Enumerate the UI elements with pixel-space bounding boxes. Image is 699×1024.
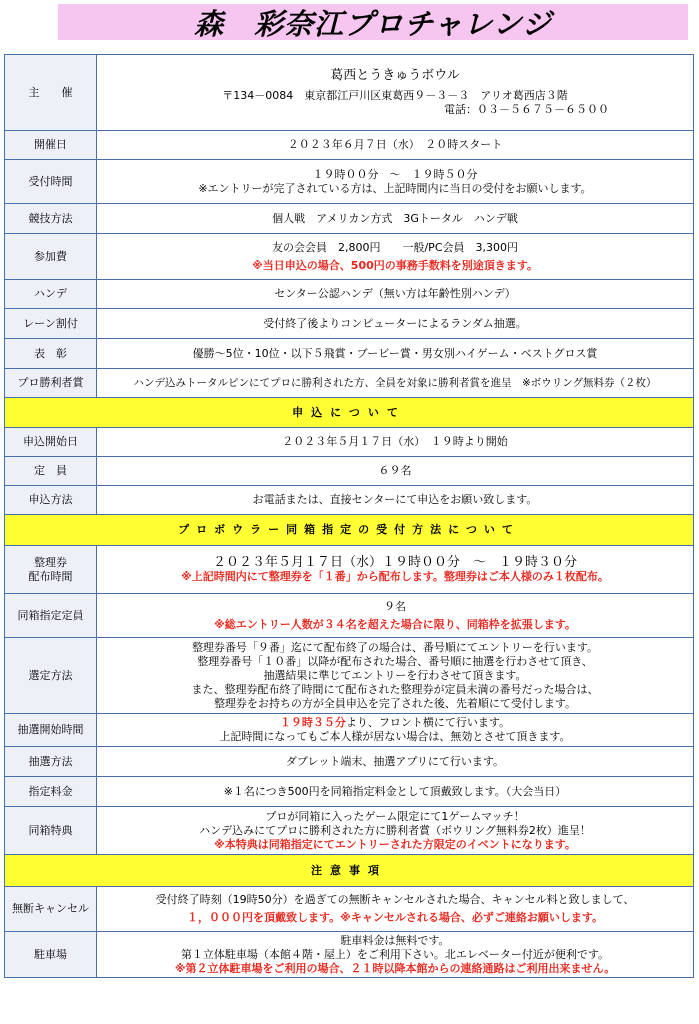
- ticket-label: [5, 546, 97, 594]
- section-apply-title: 申込について: [5, 398, 694, 428]
- ticket-label-line2: 配布時間: [28, 569, 73, 583]
- cancel-cell: [97, 887, 694, 932]
- perk-cell: [97, 807, 694, 855]
- lottery-start-label: 抽選開始時間: [5, 714, 97, 747]
- host-address: 〒134－0084 東京都江戸川区東葛西９－３－３ アリオ葛西店３階: [222, 88, 568, 102]
- section-header-pro: [5, 515, 694, 546]
- parking-line2: 第１立体駐車場（本館４階・屋上）をご利用下さい。北エレベーター付近が便利です。: [180, 947, 610, 961]
- title-banner: [0, 0, 699, 42]
- perk-line2: ハンデ込みにてプロに勝利された方に勝利者賞（ボウリング無料券2枚）進呈！: [199, 823, 591, 837]
- slots-note: ※総エントリー人数が３４名を超えた場合に限り、同箱枠を拡張します。: [214, 617, 576, 631]
- lottery-start-line: [101, 716, 689, 730]
- row-capacity: [5, 457, 694, 486]
- handicap-value: センター公認ハンデ（無い方は年齢性別ハンデ）: [97, 280, 694, 309]
- host-label: 主 催: [5, 55, 97, 131]
- cancel-line1: 受付終了時刻（19時50分）を過ぎての無断キャンセルされた場合、キャンセル料と致しまして、: [155, 893, 635, 906]
- row-format: [5, 204, 694, 234]
- fee-label: 参加費: [5, 234, 97, 280]
- lottery-start-note: 上記時間になってもご本人様が居ない場合は、無効とさせて頂きます。: [219, 730, 571, 743]
- slots-value: ９名: [384, 599, 406, 613]
- designation-fee-value: ※１名につき500円を同箱指定料金として頂戴致します。（大会当日）: [97, 777, 694, 807]
- info-table: [4, 54, 694, 978]
- lottery-start-text: より、フロント横にて行います。: [345, 716, 511, 729]
- row-award: [5, 339, 694, 369]
- selection-line: 整理券番号「９番」迄にて配布終了の場合は、番号順にてエントリーを行います。: [191, 640, 599, 654]
- row-ticket: [5, 546, 694, 594]
- award-label: 表 彰: [5, 339, 97, 369]
- fee-value: 友の会会員 2,800円 一般/PC会員 3,300円: [271, 240, 518, 254]
- row-lottery-method: [5, 747, 694, 777]
- format-value: 個人戦 アメリカン方式 3Gトータル ハンデ戦: [97, 204, 694, 234]
- row-date: [5, 131, 694, 160]
- ticket-cell: [97, 546, 694, 594]
- row-perk: [5, 807, 694, 855]
- lane-label: レーン割付: [5, 309, 97, 339]
- row-parking: [5, 932, 694, 978]
- row-slots: [5, 594, 694, 638]
- selection-line: 抽選結果に準じてエントリーを行わさせて頂きます。: [263, 668, 527, 682]
- date-value: ２０２３年６月７日（水） ２０時スタート: [97, 131, 694, 160]
- award-value: 優勝～5位・10位・以下５飛賞・ブービー賞・男女別ハイゲーム・ベストグロス賞: [97, 339, 694, 369]
- host-name: 葛西とうきゅうボウル: [330, 67, 460, 83]
- apply-method-label: 申込方法: [5, 486, 97, 515]
- row-pro-win: [5, 369, 694, 398]
- row-fee: [5, 234, 694, 280]
- row-designation-fee: [5, 777, 694, 807]
- title-bar: [58, 4, 688, 40]
- lottery-method-label: 抽選方法: [5, 747, 97, 777]
- slots-label: 同箱指定定員: [5, 594, 97, 638]
- parking-label: 駐車場: [5, 932, 97, 978]
- perk-note: ※本特典は同箱指定にてエントリーされた方限定のイベントになります。: [214, 837, 576, 851]
- row-handicap: [5, 280, 694, 309]
- apply-start-value: ２０２３年５月１７日（水） １９時より開始: [97, 428, 694, 457]
- lottery-start-cell: [97, 714, 694, 747]
- row-reception: [5, 160, 694, 204]
- section-pro-title: プロボウラー同箱指定の受付方法について: [5, 515, 694, 546]
- row-apply-start: [5, 428, 694, 457]
- apply-method-value: お電話または、直接センターにて申込をお願い致します。: [97, 486, 694, 515]
- lottery-method-value: ダブレット端末、抽選アプリにて行います。: [97, 747, 694, 777]
- row-apply-method: [5, 486, 694, 515]
- ticket-note: ※上記時間内にて整理券を「１番」から配布します。整理券はご本人様のみ１枚配布。: [181, 569, 609, 583]
- selection-line: 整理券をお持ちの方が全員申込を完了された後、先着順にて受付します。: [213, 696, 577, 710]
- page-title: 森 彩奈江プロチャレンジ: [194, 6, 552, 41]
- date-label: 開催日: [5, 131, 97, 160]
- reception-value: １９時００分 ～ １９時５０分: [312, 167, 478, 181]
- host-cell: [97, 55, 694, 131]
- reception-label: 受付時間: [5, 160, 97, 204]
- parking-note: ※第２立体駐車場をご利用の場合、２１時以降本館からの連絡通路はご利用出来ません。: [174, 961, 616, 975]
- prowin-value: ハンデ込みトータルピンにてプロに勝利された方、全員を対象に勝利者賞を進呈 ※ボウリング無料券（２枚）: [97, 369, 694, 398]
- slots-cell: [97, 594, 694, 638]
- host-tel: 電話：０３－５６７５－６５００: [444, 102, 609, 116]
- perk-label: 同箱特典: [5, 807, 97, 855]
- selection-cell: [97, 638, 694, 714]
- perk-line1: プロが同箱に入ったゲーム限定にて1ゲームマッチ！: [265, 809, 525, 823]
- parking-line1: 駐車料金は無料です。: [340, 933, 450, 947]
- format-label: 競技方法: [5, 204, 97, 234]
- fee-note: ※当日申込の場合、500円の事務手数料を別途頂きます。: [252, 258, 538, 272]
- ticket-value: ２０２３年５月１７日（水）１９時００分 ～ １９時３０分: [212, 554, 577, 570]
- capacity-label: 定 員: [5, 457, 97, 486]
- prowin-label: プロ勝利者賞: [5, 369, 97, 398]
- selection-label: 選定方法: [5, 638, 97, 714]
- ticket-label-line1: 整理券: [34, 555, 67, 569]
- row-cancel: [5, 887, 694, 932]
- capacity-value: ６９名: [97, 457, 694, 486]
- lane-value: 受付終了後よりコンピューターによるランダム抽選。: [97, 309, 694, 339]
- row-lane: [5, 309, 694, 339]
- reception-note: ※エントリーが完了されている方は、上記時間内に当日の受付をお願いします。: [198, 181, 592, 195]
- designation-fee-label: 指定料金: [5, 777, 97, 807]
- reception-cell: [97, 160, 694, 204]
- fee-cell: [97, 234, 694, 280]
- parking-cell: [97, 932, 694, 978]
- section-header-apply: [5, 398, 694, 428]
- selection-line: 整理券番号「１０番」以降が配布された場合、番号順に抽選を行わさせて頂き、: [197, 654, 593, 668]
- apply-start-label: 申込開始日: [5, 428, 97, 457]
- section-header-notes: [5, 855, 694, 887]
- cancel-label: 無断キャンセル: [5, 887, 97, 932]
- row-lottery-start: [5, 714, 694, 747]
- handicap-label: ハンデ: [5, 280, 97, 309]
- row-host: [5, 55, 694, 131]
- section-notes-title: 注意事項: [5, 855, 694, 887]
- selection-line: また、整理券配布終了時間にて配布された整理券が定員未満の番号だった場合は、: [191, 682, 599, 696]
- row-selection: [5, 638, 694, 714]
- lottery-start-time: １９時３５分: [279, 716, 346, 729]
- cancel-line2: １，０００円を頂戴致します。※キャンセルされる場合、必ずご連絡お願いします。: [187, 911, 603, 924]
